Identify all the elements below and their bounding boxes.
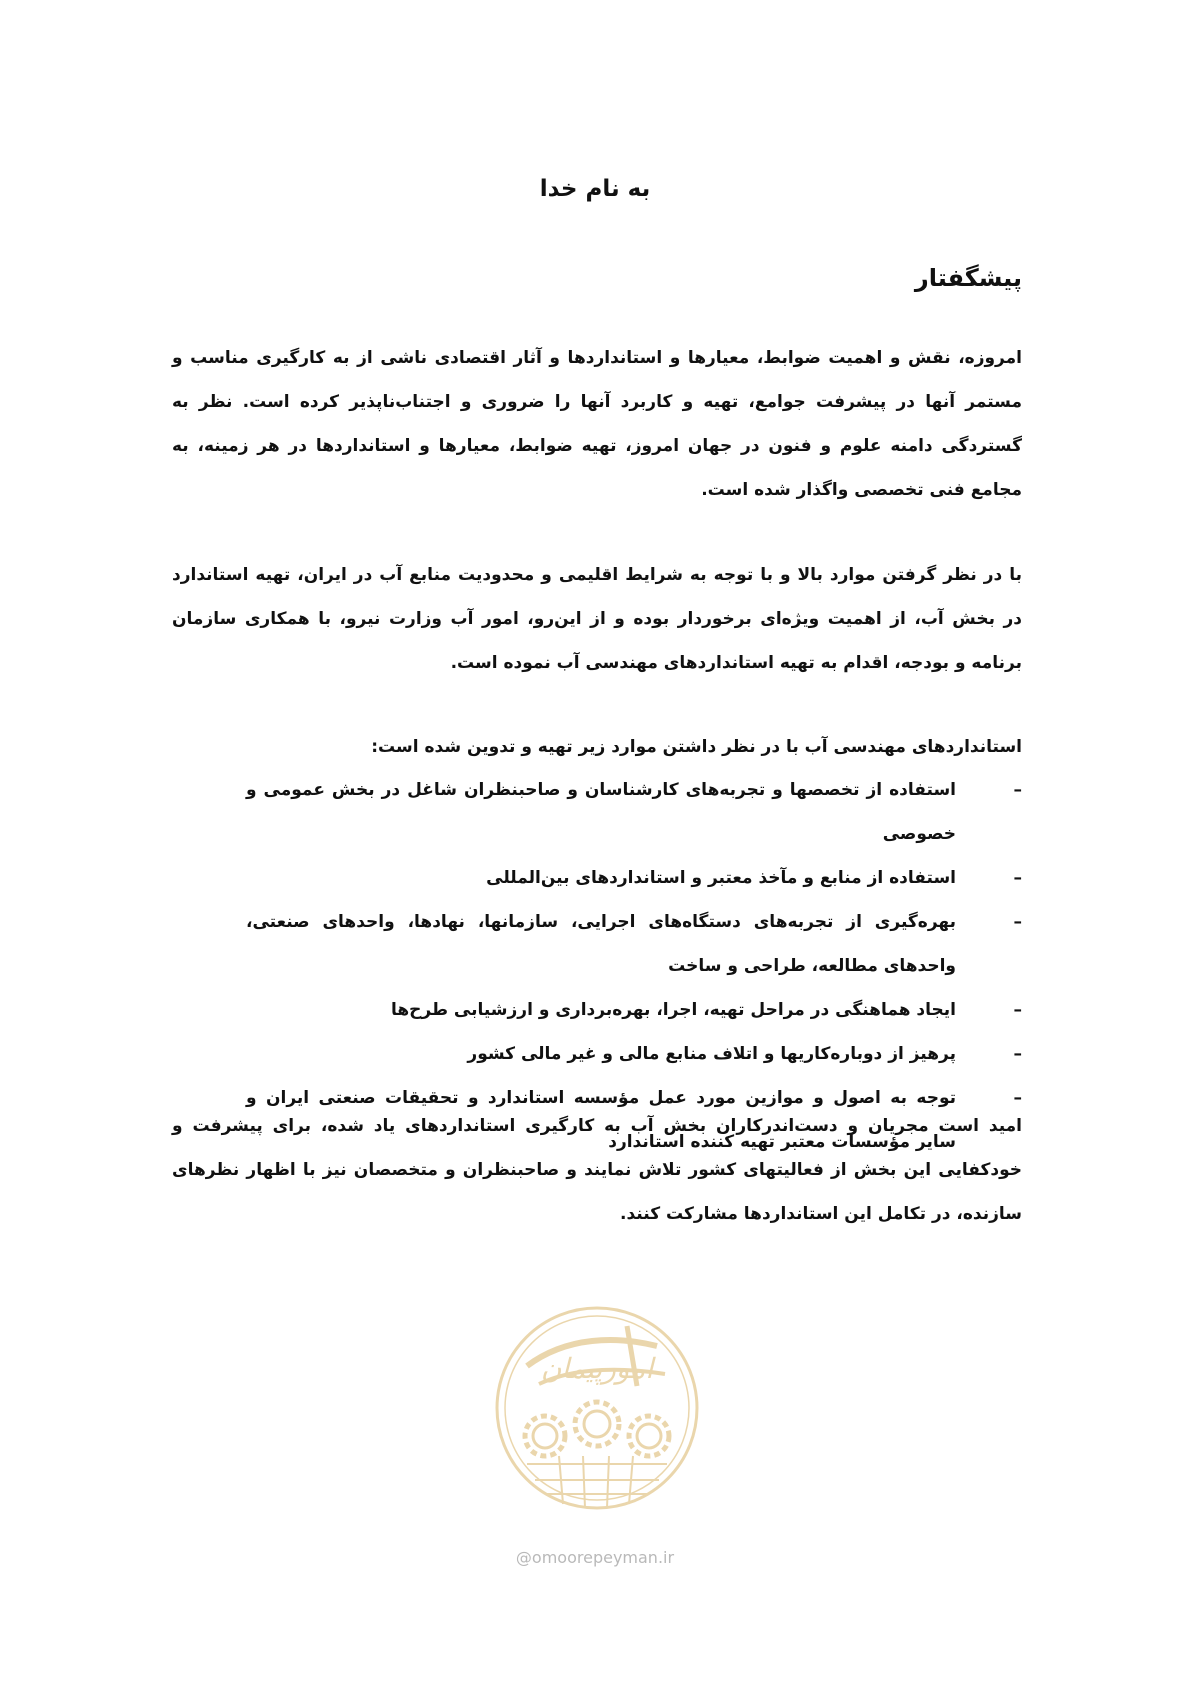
section-heading: پیشگفتار [914,264,1022,292]
paragraph-2: با در نظر گرفتن موارد بالا و با توجه به شرایط اقلیمی و محدودیت منابع آب در ایران، تهیه استاندارد در بخش آب، از اهمیت ویژه‌ای برخوردار بوده و از این‌رو، امور آب وزارت نیرو، با همکاری سازمان برنامه و بودجه، اقدام به تهیه استانداردهای مهندسی آب نموده است. [172,565,1022,673]
dash-icon: – [1013,1000,1022,1020]
dash-icon: – [1013,1088,1022,1108]
list-item [246,900,1022,988]
list-item [246,1032,1022,1076]
list-item-text: استفاده از منابع و مآخذ معتبر و استانداردهای بین‌المللی [486,868,956,888]
dash-icon: – [1013,1044,1022,1064]
list-intro: استانداردهای مهندسی آب با در نظر داشتن موارد زیر تهیه و تدوین شده است: [371,737,1022,757]
dash-icon: – [1013,780,1022,800]
list-item-text: استفاده از تخصصها و تجربه‌های کارشناسان و صاحبنظران شاغل در بخش عمومی و خصوصی [246,780,956,844]
list-item-text: بهره‌گیری از تجربه‌های دستگاه‌های اجرایی، سازمانها، نهادها، واحدهای صنعتی، واحدهای مطالعه، طراحی و ساخت [246,912,956,976]
paragraph-1: امروزه، نقش و اهمیت ضوابط، معیارها و استانداردها و آثار اقتصادی ناشی از به کارگیری مناسب و مستمر آنها در پیشرفت جوامع، تهیه و کاربرد آنها را ضروری و اجتناب‌ناپذیر کرده است. نظر به گستردگی دامنه علوم و فنون در جهان امروز، تهیه ضوابط، معیارها و استانداردها در هر زمینه، به مجامع فنی تخصصی واگذار شده است. [172,348,1022,500]
page-title: به نام خدا [539,176,651,202]
list-item [246,768,1022,856]
watermark-logo [487,1296,707,1536]
paragraph-3: امید است مجریان و دست‌اندرکاران بخش آب به کارگیری استانداردهای یاد شده، برای پیشرفت و خودکفایی این بخش از فعالیتهای کشور تلاش نمایند و صاحبنظران و متخصصان نیز با اظهار نظرهای سازنده، در تکامل این استانداردها مشارکت کنند. [172,1116,1022,1224]
watermark-logo-text: امورپیمان [540,1352,654,1385]
dash-icon: – [1013,912,1022,932]
list-item-text: ایجاد هماهنگی در مراحل تهیه، اجرا، بهره‌برداری و ارزشیابی طرح‌ها [390,1000,956,1020]
website-watermark: @omoorepeyman.ir [515,1548,675,1567]
list-item [246,856,1022,900]
list-item [246,988,1022,1032]
list-item-text: پرهیز از دوباره‌کاریها و اتلاف منابع مالی و غیر مالی کشور [467,1044,956,1064]
dash-icon: – [1013,868,1022,888]
list-item-text: توجه به اصول و موازین مورد عمل مؤسسه استاندارد و تحقیقات صنعتی ایران و سایر مؤسسات معتبر تهیه کننده استاندارد [246,1088,956,1152]
